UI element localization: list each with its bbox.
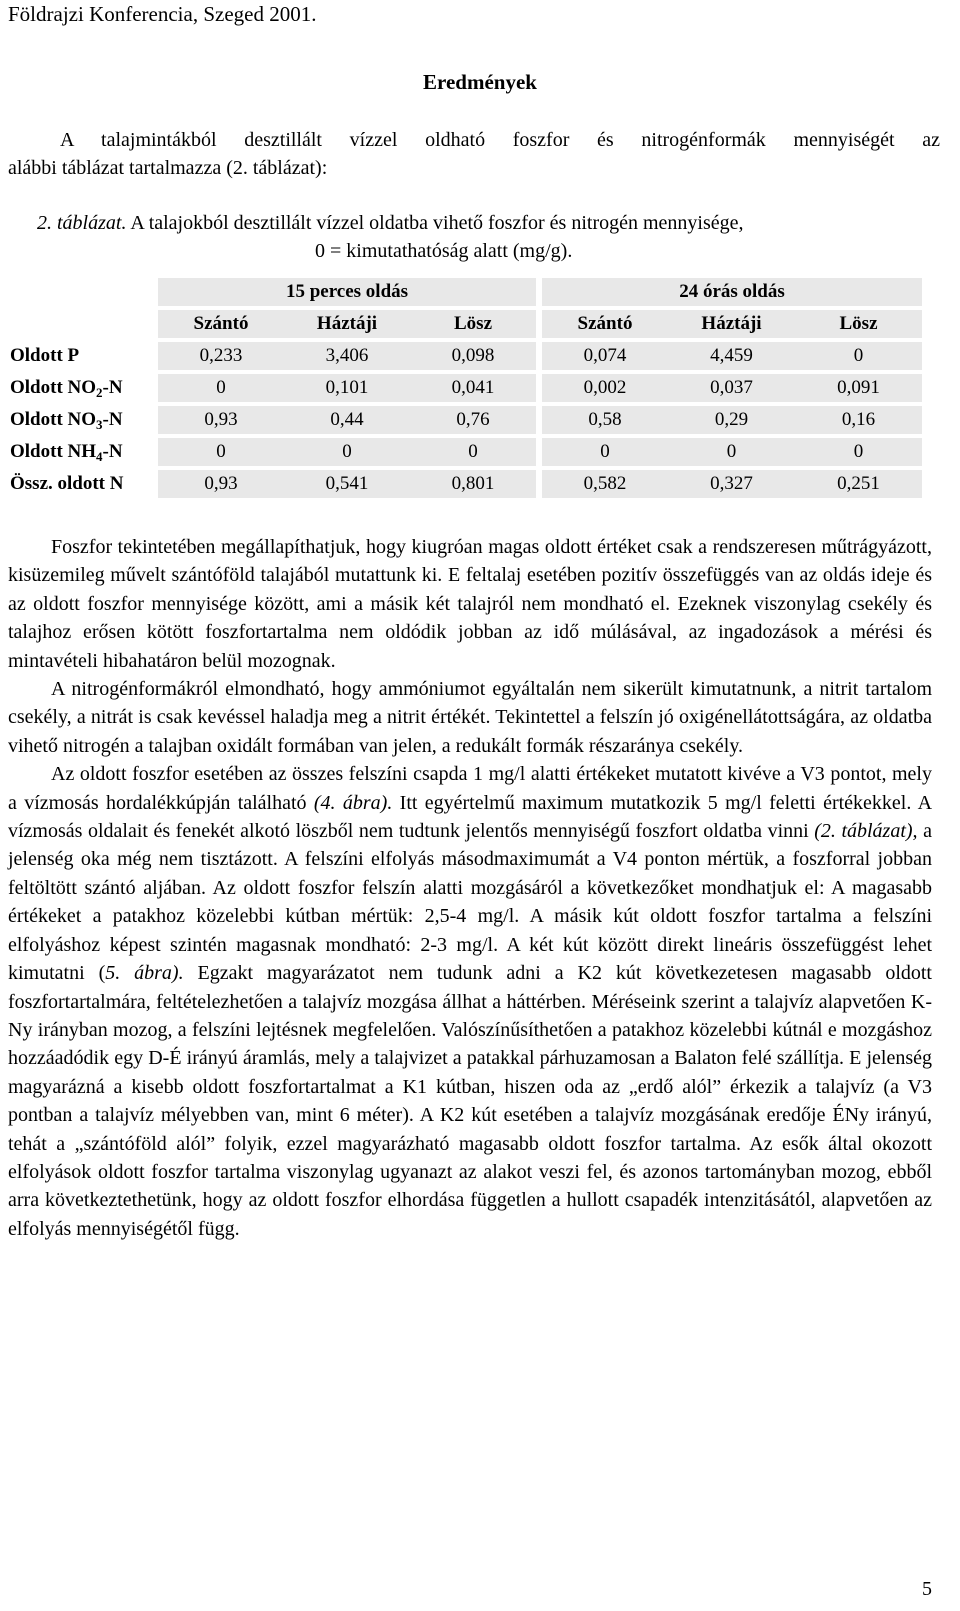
row-label-text: Oldott P (10, 345, 80, 366)
caption-text-1: A talajokból desztillált vízzel oldatba vihető foszfor és nitrogén mennyisége, (126, 212, 744, 234)
row-label-text: Oldott NO (10, 409, 97, 430)
group-header-24h: 24 órás oldás (542, 278, 922, 310)
table-row (8, 470, 922, 502)
page-number: 5 (922, 1578, 932, 1600)
paragraph-text: Foszfor tekintetében megállapíthatjuk, hogy kiugróan magas oldott értéket csak a rendszeresen műtrágyázott, kisüzemileg művelt szántóföld talajából mutattunk ki. E feltalaj esetében pozitív összefüggés van az oldás ideje és az oldott foszfor mennyisége között, ami a másik két talajról nem mondható el. Ezeknek viszonylag csekély és talajhoz erősen kötött foszfortartalma nem oldódik jobban az idő múlásával, az ingadozások a mérési és mintavételi hibahatáron belül mozognak. (8, 536, 932, 672)
column-header: Háztáji (284, 310, 410, 342)
table-cell: 0,041 (410, 374, 536, 406)
table-cell: 0,327 (668, 470, 795, 502)
paragraph-text: Itt egyértelmű maximum mutatkozik 5 mg/l feletti értékekkel. A vízmosás oldalait és fenekét alkotó löszből nem tudtunk jelentős mennyiségű foszfort oldatba vinni (8, 791, 933, 843)
row-label (8, 438, 158, 470)
caption-label: 2. táblázat. (37, 212, 127, 234)
table-cell: 0,074 (542, 342, 668, 374)
row-label-text: Oldott NO (10, 377, 97, 398)
intro-line-2: alábbi táblázat tartalmazza (2. táblázat): (8, 157, 328, 179)
table-cell: 0,098 (410, 342, 536, 374)
column-header: Szántó (542, 310, 668, 342)
row-label-subscript: 3 (96, 417, 103, 432)
table-cell: 0,93 (158, 470, 284, 502)
row-label (8, 470, 158, 502)
table-column-header-row (8, 310, 922, 342)
intro-paragraph (8, 126, 940, 182)
table-cell: 0,29 (668, 406, 795, 438)
table-row (8, 374, 922, 406)
column-header: Háztáji (668, 310, 795, 342)
caption-line-1 (0, 209, 960, 237)
table-cell: 0 (668, 438, 795, 470)
table-row (8, 342, 922, 374)
table-cell: 0,002 (542, 374, 668, 406)
table-cell: 0 (542, 438, 668, 470)
row-label (8, 342, 158, 374)
table-cell: 4,459 (668, 342, 795, 374)
row-label-text: Össz. oldott N (10, 473, 124, 494)
table-corner-cell (8, 278, 158, 310)
table-cell: 0,582 (542, 470, 668, 502)
row-label-subscript: 2 (96, 385, 103, 400)
table-cell: 0,76 (410, 406, 536, 438)
body-paragraph (8, 533, 932, 675)
table-corner-cell (8, 310, 158, 342)
table-cell: 0,037 (668, 374, 795, 406)
table-group-header-row (8, 278, 922, 310)
data-table (8, 278, 922, 502)
body-text (8, 533, 932, 1243)
row-label-suffix: -N (102, 409, 123, 430)
column-header: Szántó (158, 310, 284, 342)
table-cell: 0 (158, 374, 284, 406)
table-cell: 0,091 (795, 374, 922, 406)
figure-reference: 5. ábra). (105, 962, 184, 985)
section-heading: Eredmények (423, 70, 537, 94)
table-row (8, 438, 922, 470)
group-header-15min: 15 perces oldás (158, 278, 536, 310)
row-label-suffix: -N (102, 377, 123, 398)
row-label-subscript: 4 (96, 449, 103, 464)
table-cell: 0,801 (410, 470, 536, 502)
table-cell: 0 (410, 438, 536, 470)
row-label (8, 374, 158, 406)
table-cell: 0,541 (284, 470, 410, 502)
table-cell: 0,58 (542, 406, 668, 438)
table-cell: 0,101 (284, 374, 410, 406)
running-header: Földrajzi Konferencia, Szeged 2001. (8, 2, 317, 26)
figure-reference: (4. ábra). (313, 791, 393, 814)
row-label (8, 406, 158, 438)
row-label-text: Oldott NH (10, 441, 97, 462)
row-label-suffix: -N (102, 441, 123, 462)
table-cell: 0,16 (795, 406, 922, 438)
figure-reference: (2. táblázat), (814, 820, 918, 843)
body-paragraph (8, 760, 932, 1243)
column-header: Lösz (410, 310, 536, 342)
paragraph-text: Az oldott foszfor esetében az összes felszíni csapda 1 mg/l alatti értékeket mutatott kivéve a V3 pontot, mely a vízmosás hordalékkúpján található (8, 763, 932, 814)
column-header: Lösz (795, 310, 922, 342)
table-cell: 0 (284, 438, 410, 470)
table-cell: 0,233 (158, 342, 284, 374)
table-cell: 0 (158, 438, 284, 470)
body-paragraph (8, 675, 932, 760)
table-cell: 0,251 (795, 470, 922, 502)
table-row (8, 406, 922, 438)
paragraph-text: Egzakt magyarázatot nem tudunk adni a K2 kút következetesen magasabb oldott foszfortartalmára, feltételezhetően a talajvíz mozgása állhat a háttérben. Méréseink szerint a talajvíz alapvetően K-Ny irányban mozog, a felszíni lejtésnek megfelelően. Valószínűsíthetően a patakhoz közelebbi kútnál e mozgáshoz hozzáadódik egy D-É irányú áramlás, mely a talajvizet a patakkal párhuzamosan a Balaton felé szállítja. E jelenség magyarázná a kisebb oldott foszfortartalmat a K1 kútban, hiszen oda az „erdő alól” érkezik a talajvíz (a V3 pontban a talajvíz mélyebben van, mint 6 méter). A K2 kút esetében a talajvíz mozgásának eredője ÉNy irányú, tehát a „szántóföld alól” folyik, ezzel magyarázható magasabb oldott foszfor tartalma. Az esők által okozott elfolyások oldott foszfor tartalma viszonylag ugyanazt az alakot veszi fel, és azonos tartományban mozog, ebből arra következtethetünk, hogy az oldott foszfor elhordása független a hullott csapadék intenzitásától, alapvetően az elfolyás mennyiségétől függ. (8, 962, 932, 1240)
table-cell: 3,406 (284, 342, 410, 374)
table-cell: 0,93 (158, 406, 284, 438)
table-cell: 0 (795, 342, 922, 374)
paragraph-text: A nitrogénformákról elmondható, hogy ammóniumot egyáltalán nem sikerült kimutatnunk, a nitrit tartalom csekély, a nitrát is csak kevéssel haladja meg a nitrit értékét. Tekintettel a felszín jó oxigénellátottságára, az oldatba vihető nitrogén a talajban oxidált formában van jelen, a redukált formák részaránya csekély. (8, 678, 932, 757)
intro-line-1: A talajmintákból desztillált vízzel oldható foszfor és nitrogénformák mennyiségét az (60, 129, 940, 151)
caption-line-2: 0 = kimutathatóság alatt (mg/g). (315, 240, 573, 262)
paragraph-text: a jelenség oka még nem tisztázott. A felszíni elfolyás másodmaximumát a V4 ponton mértük, a foszforral jobban feltöltött szántó aljában. Az oldott foszfor felszín alatti mozgásáról a következőket mondhatjuk el: A magasabb értékeket a patakhoz közelebbi kútban mértük: 2,5-4 mg/l. A másik kút oldott foszfor tartalma a felszíni elfolyáshoz képest szintén magasnak mondható: 2-3 mg/l. A két kút között direkt lineáris összefüggést lehet kimutatni ( (8, 820, 932, 985)
table-caption (0, 209, 960, 265)
table-cell: 0,44 (284, 406, 410, 438)
table-cell: 0 (795, 438, 922, 470)
